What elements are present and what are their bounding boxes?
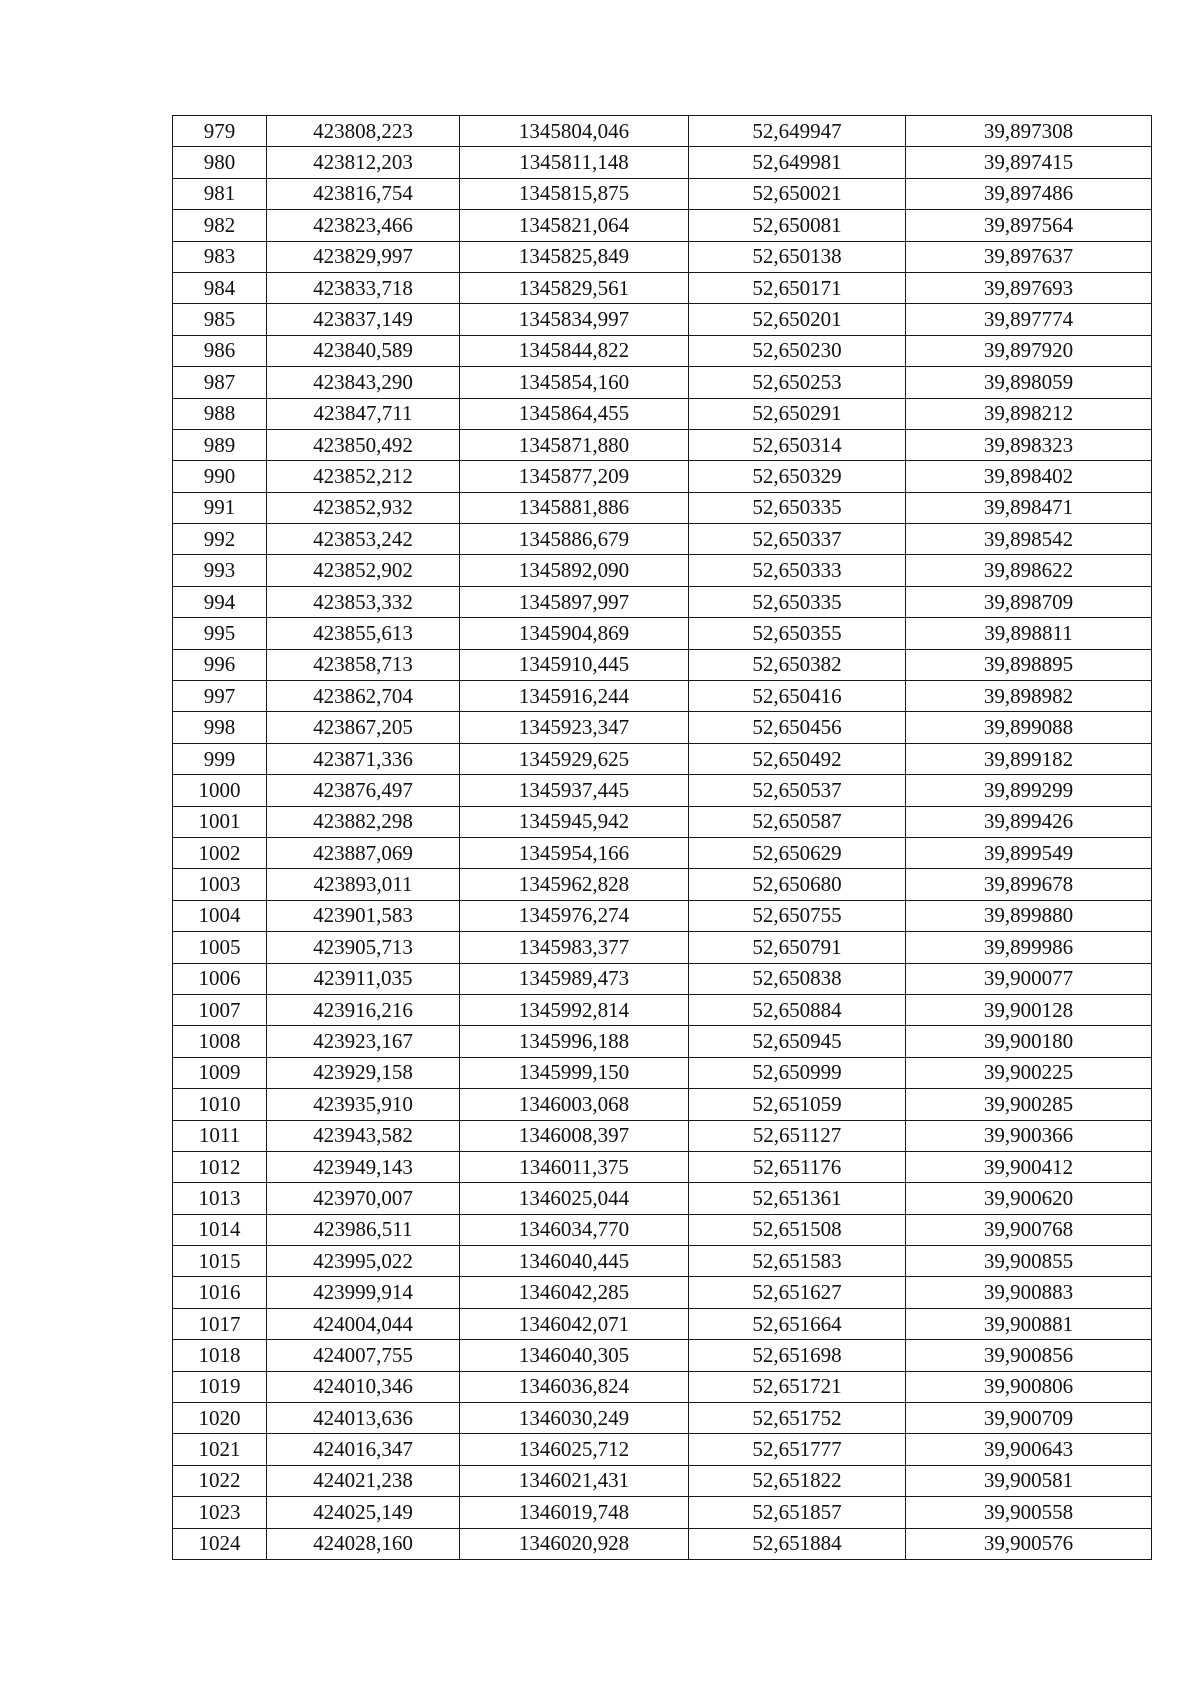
table-row [173,461,1152,492]
x-coordinate-cell: 423905,713 [267,932,460,963]
table-row [173,304,1152,335]
longitude-cell: 39,898212 [906,398,1152,429]
x-coordinate-cell: 423943,582 [267,1120,460,1151]
latitude-cell: 52,651127 [689,1120,906,1151]
longitude-cell: 39,898811 [906,618,1152,649]
latitude-cell: 52,650081 [689,210,906,241]
latitude-cell: 52,650329 [689,461,906,492]
point-number-cell: 984 [173,272,267,303]
longitude-cell: 39,900806 [906,1371,1152,1402]
table-row [173,1465,1152,1496]
x-coordinate-cell: 423858,713 [267,649,460,680]
longitude-cell: 39,900412 [906,1151,1152,1182]
y-coordinate-cell: 1345983,377 [460,932,689,963]
x-coordinate-cell: 423923,167 [267,1026,460,1057]
x-coordinate-cell: 424016,347 [267,1434,460,1465]
y-coordinate-cell: 1346030,249 [460,1403,689,1434]
point-number-cell: 981 [173,178,267,209]
x-coordinate-cell: 423855,613 [267,618,460,649]
table-row [173,586,1152,617]
x-coordinate-cell: 424010,346 [267,1371,460,1402]
x-coordinate-cell: 423929,158 [267,1057,460,1088]
longitude-cell: 39,900856 [906,1340,1152,1371]
y-coordinate-cell: 1345844,822 [460,335,689,366]
latitude-cell: 52,650492 [689,743,906,774]
table-row [173,241,1152,272]
point-number-cell: 999 [173,743,267,774]
longitude-cell: 39,900180 [906,1026,1152,1057]
x-coordinate-cell: 423882,298 [267,806,460,837]
x-coordinate-cell: 423893,011 [267,869,460,900]
table-row [173,492,1152,523]
x-coordinate-cell: 423837,149 [267,304,460,335]
table-row [173,429,1152,460]
y-coordinate-cell: 1346040,305 [460,1340,689,1371]
latitude-cell: 52,651627 [689,1277,906,1308]
x-coordinate-cell: 423853,242 [267,524,460,555]
table-row [173,869,1152,900]
latitude-cell: 52,651664 [689,1308,906,1339]
point-number-cell: 1007 [173,994,267,1025]
point-number-cell: 1003 [173,869,267,900]
y-coordinate-cell: 1345992,814 [460,994,689,1025]
x-coordinate-cell: 423986,511 [267,1214,460,1245]
y-coordinate-cell: 1346011,375 [460,1151,689,1182]
longitude-cell: 39,897637 [906,241,1152,272]
y-coordinate-cell: 1346025,044 [460,1183,689,1214]
table-row [173,1371,1152,1402]
longitude-cell: 39,900768 [906,1214,1152,1245]
x-coordinate-cell: 423999,914 [267,1277,460,1308]
table-row [173,1340,1152,1371]
y-coordinate-cell: 1346021,431 [460,1465,689,1496]
point-number-cell: 1006 [173,963,267,994]
y-coordinate-cell: 1345804,046 [460,116,689,147]
point-number-cell: 1016 [173,1277,267,1308]
latitude-cell: 52,650335 [689,586,906,617]
point-number-cell: 986 [173,335,267,366]
y-coordinate-cell: 1345916,244 [460,681,689,712]
table-row [173,335,1152,366]
latitude-cell: 52,650201 [689,304,906,335]
latitude-cell: 52,650314 [689,429,906,460]
latitude-cell: 52,650456 [689,712,906,743]
latitude-cell: 52,650945 [689,1026,906,1057]
x-coordinate-cell: 423833,718 [267,272,460,303]
latitude-cell: 52,650884 [689,994,906,1025]
point-number-cell: 983 [173,241,267,272]
table-row [173,1057,1152,1088]
y-coordinate-cell: 1345825,849 [460,241,689,272]
latitude-cell: 52,651698 [689,1340,906,1371]
table-row [173,1214,1152,1245]
table-row [173,1277,1152,1308]
latitude-cell: 52,650537 [689,775,906,806]
point-number-cell: 1022 [173,1465,267,1496]
table-row [173,837,1152,868]
latitude-cell: 52,650680 [689,869,906,900]
y-coordinate-cell: 1345999,150 [460,1057,689,1088]
point-number-cell: 980 [173,147,267,178]
point-number-cell: 987 [173,367,267,398]
y-coordinate-cell: 1345904,869 [460,618,689,649]
point-number-cell: 1010 [173,1089,267,1120]
latitude-cell: 52,651721 [689,1371,906,1402]
latitude-cell: 52,650333 [689,555,906,586]
point-number-cell: 997 [173,681,267,712]
point-number-cell: 1002 [173,837,267,868]
point-number-cell: 995 [173,618,267,649]
point-number-cell: 993 [173,555,267,586]
latitude-cell: 52,650587 [689,806,906,837]
table-row [173,1308,1152,1339]
longitude-cell: 39,898542 [906,524,1152,555]
point-number-cell: 988 [173,398,267,429]
longitude-cell: 39,900576 [906,1528,1152,1559]
latitude-cell: 52,650791 [689,932,906,963]
x-coordinate-cell: 423808,223 [267,116,460,147]
y-coordinate-cell: 1345910,445 [460,649,689,680]
longitude-cell: 39,900225 [906,1057,1152,1088]
longitude-cell: 39,900558 [906,1497,1152,1528]
table-row [173,524,1152,555]
x-coordinate-cell: 424007,755 [267,1340,460,1371]
point-number-cell: 989 [173,429,267,460]
y-coordinate-cell: 1345945,942 [460,806,689,837]
longitude-cell: 39,899299 [906,775,1152,806]
coordinates-table-body [173,116,1152,1560]
y-coordinate-cell: 1345821,064 [460,210,689,241]
table-row [173,398,1152,429]
x-coordinate-cell: 423852,932 [267,492,460,523]
latitude-cell: 52,650230 [689,335,906,366]
y-coordinate-cell: 1346025,712 [460,1434,689,1465]
x-coordinate-cell: 423812,203 [267,147,460,178]
y-coordinate-cell: 1345864,455 [460,398,689,429]
table-row [173,743,1152,774]
y-coordinate-cell: 1345897,997 [460,586,689,617]
x-coordinate-cell: 424021,238 [267,1465,460,1496]
longitude-cell: 39,898982 [906,681,1152,712]
point-number-cell: 1024 [173,1528,267,1559]
latitude-cell: 52,651059 [689,1089,906,1120]
longitude-cell: 39,897920 [906,335,1152,366]
y-coordinate-cell: 1346019,748 [460,1497,689,1528]
point-number-cell: 985 [173,304,267,335]
latitude-cell: 52,650291 [689,398,906,429]
x-coordinate-cell: 423850,492 [267,429,460,460]
longitude-cell: 39,900581 [906,1465,1152,1496]
x-coordinate-cell: 423876,497 [267,775,460,806]
latitude-cell: 52,650755 [689,900,906,931]
x-coordinate-cell: 424004,044 [267,1308,460,1339]
y-coordinate-cell: 1345929,625 [460,743,689,774]
longitude-cell: 39,897693 [906,272,1152,303]
longitude-cell: 39,900881 [906,1308,1152,1339]
table-row [173,178,1152,209]
longitude-cell: 39,900620 [906,1183,1152,1214]
latitude-cell: 52,651176 [689,1151,906,1182]
point-number-cell: 1001 [173,806,267,837]
point-number-cell: 1004 [173,900,267,931]
longitude-cell: 39,898622 [906,555,1152,586]
table-row [173,1120,1152,1151]
y-coordinate-cell: 1346003,068 [460,1089,689,1120]
table-row [173,806,1152,837]
x-coordinate-cell: 423852,902 [267,555,460,586]
table-row [173,1497,1152,1528]
latitude-cell: 52,650337 [689,524,906,555]
table-row [173,1151,1152,1182]
longitude-cell: 39,900643 [906,1434,1152,1465]
latitude-cell: 52,651884 [689,1528,906,1559]
y-coordinate-cell: 1345996,188 [460,1026,689,1057]
longitude-cell: 39,898323 [906,429,1152,460]
x-coordinate-cell: 423901,583 [267,900,460,931]
point-number-cell: 990 [173,461,267,492]
y-coordinate-cell: 1346034,770 [460,1214,689,1245]
table-row [173,775,1152,806]
x-coordinate-cell: 423887,069 [267,837,460,868]
table-row [173,1183,1152,1214]
longitude-cell: 39,897564 [906,210,1152,241]
longitude-cell: 39,898402 [906,461,1152,492]
y-coordinate-cell: 1345886,679 [460,524,689,555]
point-number-cell: 1019 [173,1371,267,1402]
y-coordinate-cell: 1345877,209 [460,461,689,492]
point-number-cell: 996 [173,649,267,680]
y-coordinate-cell: 1345962,828 [460,869,689,900]
y-coordinate-cell: 1346020,928 [460,1528,689,1559]
point-number-cell: 1000 [173,775,267,806]
latitude-cell: 52,651822 [689,1465,906,1496]
longitude-cell: 39,897415 [906,147,1152,178]
point-number-cell: 1012 [173,1151,267,1182]
longitude-cell: 39,898471 [906,492,1152,523]
table-row [173,900,1152,931]
x-coordinate-cell: 423871,336 [267,743,460,774]
y-coordinate-cell: 1345811,148 [460,147,689,178]
latitude-cell: 52,651857 [689,1497,906,1528]
point-number-cell: 994 [173,586,267,617]
longitude-cell: 39,900883 [906,1277,1152,1308]
x-coordinate-cell: 424028,160 [267,1528,460,1559]
x-coordinate-cell: 423995,022 [267,1246,460,1277]
longitude-cell: 39,899549 [906,837,1152,868]
latitude-cell: 52,650382 [689,649,906,680]
x-coordinate-cell: 423949,143 [267,1151,460,1182]
table-row [173,649,1152,680]
longitude-cell: 39,900128 [906,994,1152,1025]
point-number-cell: 998 [173,712,267,743]
latitude-cell: 52,651508 [689,1214,906,1245]
coordinates-table [172,115,1152,1560]
point-number-cell: 1014 [173,1214,267,1245]
latitude-cell: 52,650138 [689,241,906,272]
y-coordinate-cell: 1345989,473 [460,963,689,994]
point-number-cell: 1020 [173,1403,267,1434]
x-coordinate-cell: 424013,636 [267,1403,460,1434]
x-coordinate-cell: 423862,704 [267,681,460,712]
latitude-cell: 52,650335 [689,492,906,523]
point-number-cell: 1005 [173,932,267,963]
longitude-cell: 39,900366 [906,1120,1152,1151]
y-coordinate-cell: 1345923,347 [460,712,689,743]
longitude-cell: 39,897774 [906,304,1152,335]
x-coordinate-cell: 423816,754 [267,178,460,209]
longitude-cell: 39,899880 [906,900,1152,931]
x-coordinate-cell: 423853,332 [267,586,460,617]
longitude-cell: 39,898895 [906,649,1152,680]
x-coordinate-cell: 423852,212 [267,461,460,492]
table-row [173,994,1152,1025]
latitude-cell: 52,651361 [689,1183,906,1214]
y-coordinate-cell: 1345976,274 [460,900,689,931]
latitude-cell: 52,651777 [689,1434,906,1465]
table-row [173,116,1152,147]
table-row [173,681,1152,712]
point-number-cell: 1009 [173,1057,267,1088]
point-number-cell: 1021 [173,1434,267,1465]
point-number-cell: 979 [173,116,267,147]
x-coordinate-cell: 423916,216 [267,994,460,1025]
table-row [173,1434,1152,1465]
latitude-cell: 52,649981 [689,147,906,178]
longitude-cell: 39,897486 [906,178,1152,209]
latitude-cell: 52,651752 [689,1403,906,1434]
x-coordinate-cell: 423935,910 [267,1089,460,1120]
point-number-cell: 1013 [173,1183,267,1214]
longitude-cell: 39,899426 [906,806,1152,837]
latitude-cell: 52,650999 [689,1057,906,1088]
point-number-cell: 1008 [173,1026,267,1057]
point-number-cell: 1011 [173,1120,267,1151]
point-number-cell: 991 [173,492,267,523]
longitude-cell: 39,899088 [906,712,1152,743]
point-number-cell: 1017 [173,1308,267,1339]
y-coordinate-cell: 1345834,997 [460,304,689,335]
table-row [173,1089,1152,1120]
y-coordinate-cell: 1345937,445 [460,775,689,806]
table-row [173,1246,1152,1277]
latitude-cell: 52,650629 [689,837,906,868]
y-coordinate-cell: 1345854,160 [460,367,689,398]
longitude-cell: 39,900077 [906,963,1152,994]
table-row [173,618,1152,649]
x-coordinate-cell: 423823,466 [267,210,460,241]
longitude-cell: 39,899678 [906,869,1152,900]
table-row [173,367,1152,398]
x-coordinate-cell: 423843,290 [267,367,460,398]
table-row [173,1026,1152,1057]
latitude-cell: 52,649947 [689,116,906,147]
latitude-cell: 52,651583 [689,1246,906,1277]
longitude-cell: 39,900855 [906,1246,1152,1277]
point-number-cell: 1018 [173,1340,267,1371]
x-coordinate-cell: 424025,149 [267,1497,460,1528]
y-coordinate-cell: 1345881,886 [460,492,689,523]
y-coordinate-cell: 1346040,445 [460,1246,689,1277]
table-row [173,555,1152,586]
table-row [173,1528,1152,1559]
y-coordinate-cell: 1346036,824 [460,1371,689,1402]
longitude-cell: 39,900709 [906,1403,1152,1434]
latitude-cell: 52,650021 [689,178,906,209]
table-row [173,272,1152,303]
y-coordinate-cell: 1345829,561 [460,272,689,303]
y-coordinate-cell: 1346008,397 [460,1120,689,1151]
longitude-cell: 39,899182 [906,743,1152,774]
longitude-cell: 39,898709 [906,586,1152,617]
y-coordinate-cell: 1345892,090 [460,555,689,586]
longitude-cell: 39,900285 [906,1089,1152,1120]
table-row [173,712,1152,743]
point-number-cell: 982 [173,210,267,241]
point-number-cell: 992 [173,524,267,555]
point-number-cell: 1015 [173,1246,267,1277]
longitude-cell: 39,897308 [906,116,1152,147]
latitude-cell: 52,650171 [689,272,906,303]
latitude-cell: 52,650416 [689,681,906,712]
x-coordinate-cell: 423840,589 [267,335,460,366]
y-coordinate-cell: 1345954,166 [460,837,689,868]
table-row [173,210,1152,241]
x-coordinate-cell: 423970,007 [267,1183,460,1214]
longitude-cell: 39,898059 [906,367,1152,398]
table-row [173,147,1152,178]
table-row [173,963,1152,994]
latitude-cell: 52,650838 [689,963,906,994]
y-coordinate-cell: 1345815,875 [460,178,689,209]
latitude-cell: 52,650253 [689,367,906,398]
y-coordinate-cell: 1346042,071 [460,1308,689,1339]
table-row [173,1403,1152,1434]
y-coordinate-cell: 1345871,880 [460,429,689,460]
x-coordinate-cell: 423867,205 [267,712,460,743]
x-coordinate-cell: 423847,711 [267,398,460,429]
latitude-cell: 52,650355 [689,618,906,649]
longitude-cell: 39,899986 [906,932,1152,963]
x-coordinate-cell: 423829,997 [267,241,460,272]
point-number-cell: 1023 [173,1497,267,1528]
table-row [173,932,1152,963]
x-coordinate-cell: 423911,035 [267,963,460,994]
y-coordinate-cell: 1346042,285 [460,1277,689,1308]
